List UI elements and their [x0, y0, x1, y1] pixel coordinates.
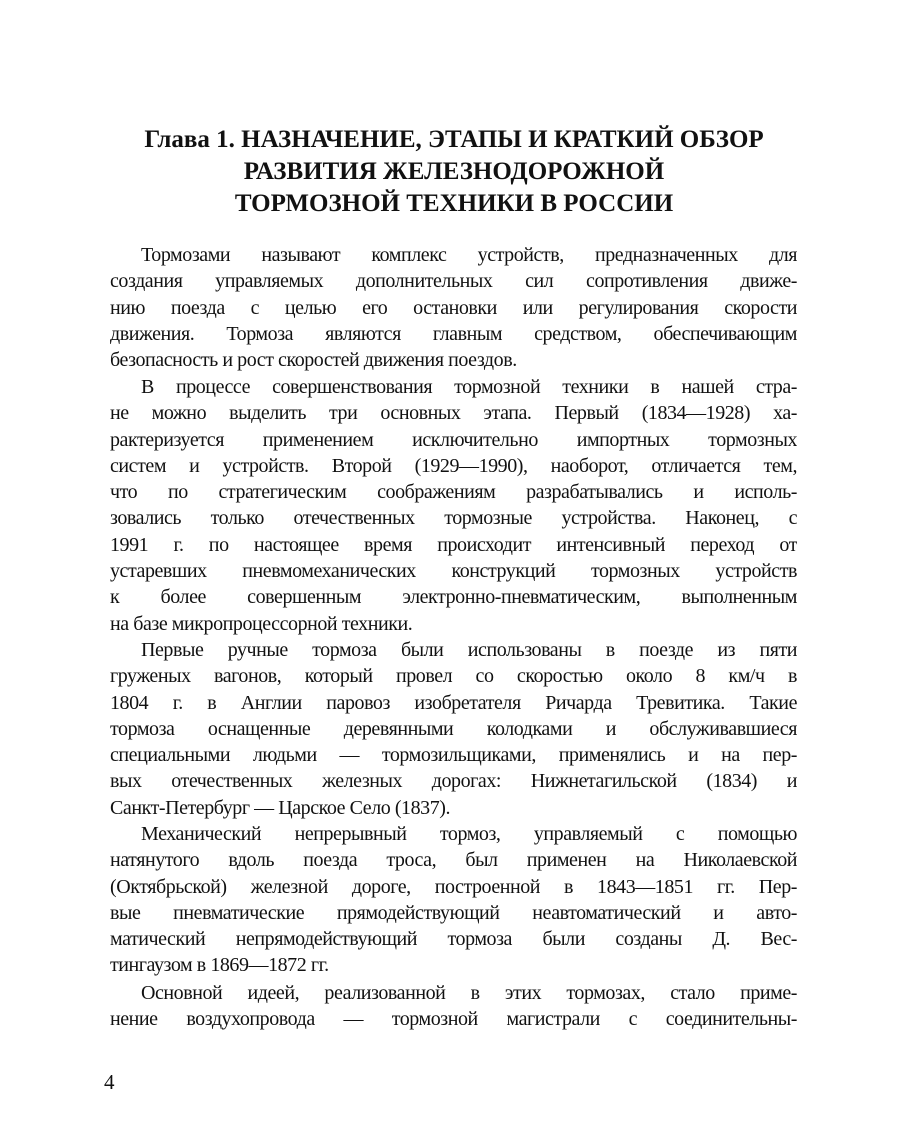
text-line: нию поезда с целью его остановки или регулирования скорости — [110, 296, 797, 319]
text-line: вых отечественных железных дорогах: Нижнетагильской (1834) и — [110, 770, 797, 793]
text-line: рактеризуется применением исключительно импортных тормозных — [110, 428, 797, 451]
text-line: вые пневматические прямодействующий неавтоматический и авто- — [110, 901, 797, 924]
chapter-title — [0, 124, 908, 220]
text-line: движения. Тормоза являются главным средством, обеспечивающим — [110, 322, 797, 345]
text-line: В процессе совершенствования тормозной техники в нашей стра- — [141, 376, 797, 398]
paragraph — [110, 374, 797, 637]
paragraph — [110, 637, 797, 821]
paragraph — [110, 821, 797, 979]
text-line: Механический непрерывный тормоз, управляемый с помощью — [141, 823, 797, 845]
text-line: зовались только отечественных тормозные устройства. Наконец, с — [110, 507, 797, 530]
text-line: что по стратегическим соображениям разрабатывались и исполь- — [110, 481, 797, 504]
text-line: тормоза оснащенные деревянными колодками и обслуживавшиеся — [110, 717, 797, 740]
chapter-title-line: Глава 1. НАЗНАЧЕНИЕ, ЭТАПЫ И КРАТКИЙ ОБЗОР — [144, 126, 764, 153]
text-line: нение воздухопровода — тормозной магистрали с соединительны- — [110, 1008, 797, 1031]
text-line: устаревших пневмомеханических конструкций тормозных устройств — [110, 560, 797, 583]
chapter-title-line: РАЗВИТИЯ ЖЕЛЕЗНОДОРОЖНОЙ — [243, 158, 665, 185]
text-line: Тормозами называют комплекс устройств, предназначенных для — [141, 244, 797, 266]
text-line: 1804 г. в Англии паровоз изобретателя Ричарда Тревитика. Такие — [110, 691, 797, 714]
text-line: 1991 г. по настоящее время происходит интенсивный переход от — [110, 533, 797, 556]
text-line: безопасность и рост скоростей движения поездов. — [110, 349, 517, 372]
text-line: матический непрямодействующий тормоза были созданы Д. Вес- — [110, 928, 797, 951]
text-line: к более совершенным электронно-пневматическим, выполненным — [110, 586, 797, 609]
paragraph — [110, 242, 797, 373]
text-line: (Октябрьской) железной дороге, построенной в 1843—1851 гг. Пер- — [110, 875, 797, 898]
chapter-title-line: ТОРМОЗНОЙ ТЕХНИКИ В РОССИИ — [234, 190, 674, 217]
text-line: тингаузом в 1869—1872 гг. — [110, 954, 329, 977]
text-line: создания управляемых дополнительных сил сопротивления движе- — [110, 270, 797, 293]
paragraph — [110, 980, 797, 1033]
text-line: груженых вагонов, который провел со скоростью около 8 км/ч в — [110, 665, 797, 688]
text-line: систем и устройств. Второй (1929—1990), наоборот, отличается тем, — [110, 454, 797, 477]
text-line: не можно выделить три основных этапа. Первый (1834—1928) ха- — [110, 402, 797, 425]
text-line: Основной идеей, реализованной в этих тормозах, стало приме- — [141, 982, 797, 1004]
text-line: натянутого вдоль поезда троса, был применен на Николаевской — [110, 849, 797, 872]
text-line: Первые ручные тормоза были использованы в поезде из пяти — [141, 639, 797, 661]
text-line: Санкт-Петербург — Царское Село (1837). — [110, 796, 451, 819]
text-line: специальными людьми — тормозильщиками, применялись и на пер- — [110, 744, 797, 767]
text-line: на базе микропроцессорной техники. — [110, 612, 413, 635]
page-number: 4 — [104, 1070, 115, 1094]
